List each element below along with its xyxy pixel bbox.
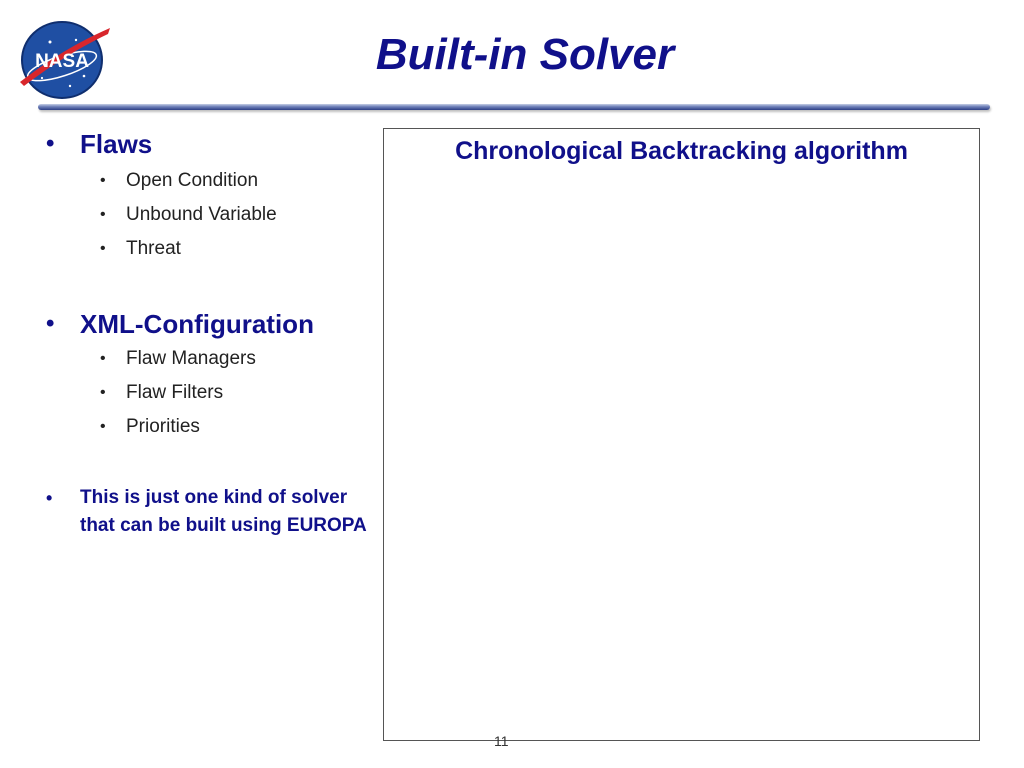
page-number: 11 <box>494 733 509 749</box>
bullet-label: Flaws <box>80 129 153 159</box>
panel-title: Chronological Backtracking algorithm <box>455 137 908 165</box>
algorithm-panel <box>383 128 980 741</box>
sub-bullet: • Unbound Variable <box>100 204 277 225</box>
bullet-dot: • <box>46 310 55 337</box>
slide-title: Built-in Solver <box>375 30 675 79</box>
note-text: This is just one kind of solver that can be built using EUROPA <box>80 487 367 536</box>
bullet-dot: • <box>46 130 55 157</box>
bullet-dot: • <box>46 488 53 508</box>
title-divider <box>38 104 990 110</box>
nasa-logo <box>14 16 114 100</box>
sub-bullet: • Flaw Filters <box>100 382 224 403</box>
bullet-flaws <box>40 128 370 160</box>
sub-bullet-label: Flaw Managers <box>126 348 256 369</box>
sub-bullet-label: Open Condition <box>126 170 259 191</box>
sub-bullet: • Threat <box>100 238 181 259</box>
logo-wordmark: NASA <box>35 51 89 72</box>
sub-bullet-label: Priorities <box>126 416 200 437</box>
bullet-xml-configuration <box>40 308 370 340</box>
bullet-list <box>40 128 370 540</box>
sub-bullet-label: Threat <box>126 238 181 259</box>
bullet-label: XML-Configuration <box>80 309 314 339</box>
bullet-note <box>40 484 370 540</box>
sub-bullet: • Priorities <box>100 416 200 437</box>
sub-bullet: • Open Condition <box>100 170 259 191</box>
sub-bullet: • Flaw Managers <box>100 348 256 369</box>
sub-bullet-label: Unbound Variable <box>126 204 277 225</box>
sub-bullet-label: Flaw Filters <box>126 382 224 403</box>
